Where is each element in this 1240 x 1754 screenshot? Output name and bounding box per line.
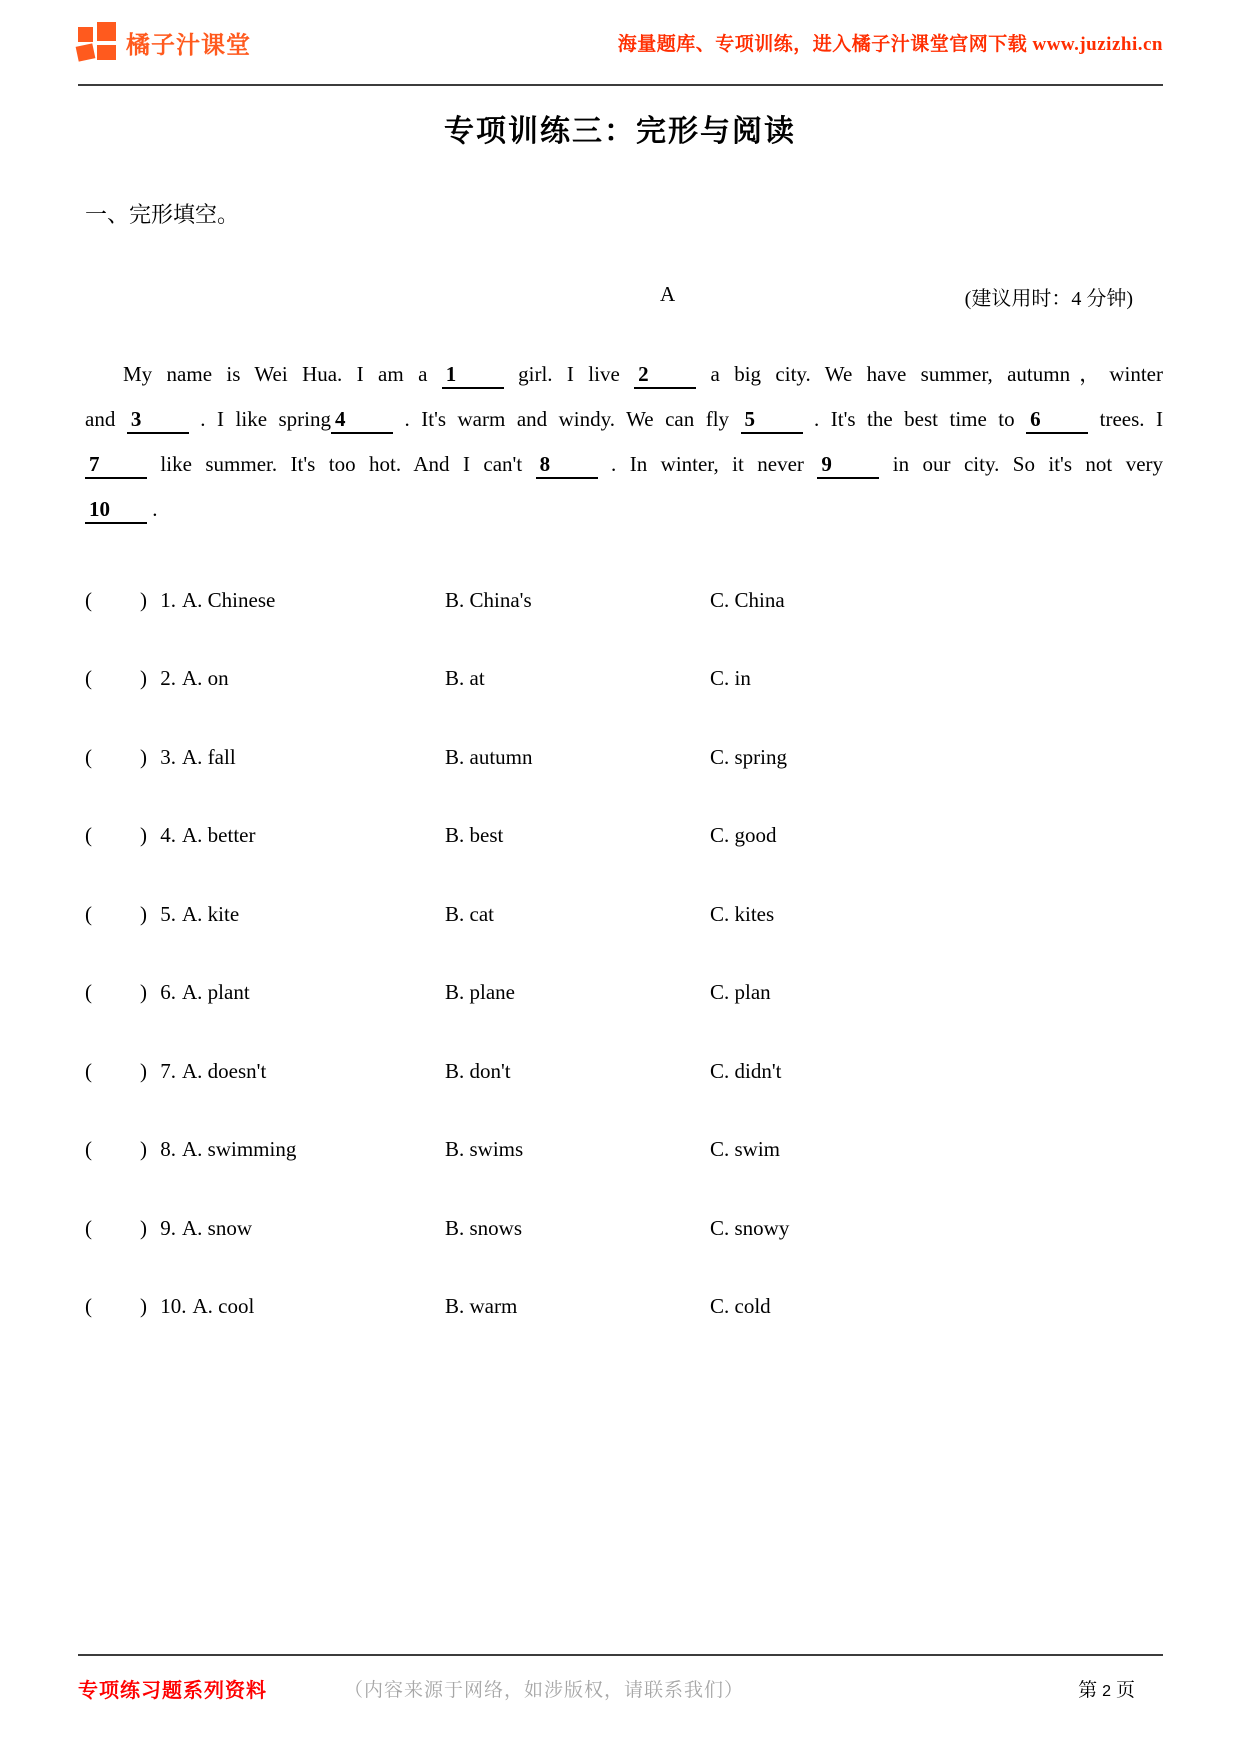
passage-line: 10 . [85, 487, 1163, 532]
option-a: A. kite [182, 901, 240, 926]
answer-paren-open: ( [85, 980, 92, 1005]
answer-paren-close: ) [140, 1137, 147, 1162]
option-c: C. spring [710, 744, 788, 769]
question-row [85, 875, 1162, 954]
time-hint: (建议用时：4 分钟) [964, 288, 1133, 310]
answer-paren-open: ( [85, 1294, 92, 1319]
header-promo: 海量题库、专项训练，进入橘子汁课堂官网下载 www.juzizhi.cn [617, 33, 1163, 55]
cloze-blank: 5 [741, 408, 803, 434]
option-c: C. snowy [710, 1215, 790, 1240]
question-stem-cell [85, 902, 445, 927]
option-b: B. warm [445, 1294, 518, 1319]
option-b: B. swims [445, 1137, 524, 1162]
question-row [85, 640, 1162, 719]
answer-paren-close: ) [140, 1058, 147, 1083]
answer-paren-open: ( [85, 587, 92, 612]
option-c: C. China [710, 587, 785, 612]
question-row [85, 1032, 1162, 1111]
option-c: C. good [710, 823, 777, 848]
answer-paren-close: ) [140, 823, 147, 848]
answer-paren-close: ) [140, 1215, 147, 1240]
cloze-passage [85, 352, 1163, 532]
option-b: B. plane [445, 980, 515, 1005]
answer-paren-close: ) [140, 744, 147, 769]
option-b: B. cat [445, 901, 494, 926]
option-a: A. plant [182, 980, 250, 1005]
juzizhi-logo-icon [78, 22, 118, 62]
option-a: A. snow [182, 1215, 253, 1240]
passage-line: and 3 . I like spring 4 . It's warm and windy. We can fly 5 . It's the best time to 6 trees. I [85, 397, 1163, 442]
question-number: 9. [155, 1215, 176, 1240]
answer-paren-close: ) [140, 587, 147, 612]
question-row [85, 797, 1162, 876]
option-b: B. autumn [445, 744, 533, 769]
option-a: A. fall [182, 744, 236, 769]
answer-paren-open: ( [85, 1058, 92, 1083]
option-c: C. swim [710, 1137, 781, 1162]
cloze-blank: 6 [1026, 408, 1088, 434]
option-a: A. better [182, 823, 256, 848]
footer-page-number [1078, 1675, 1135, 1702]
cloze-blank: 1 [442, 363, 504, 389]
option-c: C. cold [710, 1294, 771, 1319]
answer-paren-close: ) [140, 666, 147, 691]
answer-paren-close: ) [140, 1294, 147, 1319]
option-c: C. didn't [710, 1058, 782, 1083]
question-number: 4. [155, 823, 176, 848]
question-number: 5. [155, 901, 176, 926]
section-heading: 一、完形填空。 [85, 202, 240, 227]
option-b: B. China's [445, 587, 532, 612]
question-row [85, 954, 1162, 1033]
questions [85, 561, 1162, 1346]
answer-paren-open: ( [85, 901, 92, 926]
question-stem-cell [85, 1059, 445, 1084]
answer-paren-close: ) [140, 901, 147, 926]
option-b: B. at [445, 666, 485, 691]
passage-line: My name is Wei Hua. I am a 1 girl. I live 2 a big city. We have summer, autumn，winter [85, 352, 1163, 397]
footer-disclaimer: （内容来源于网络，如涉版权，请联系我们） [344, 1680, 745, 1701]
option-a: A. swimming [182, 1137, 297, 1162]
page-suffix: 页 [1115, 1680, 1135, 1701]
question-number: 1. [155, 587, 176, 612]
option-c: C. in [710, 666, 751, 691]
question-row [85, 561, 1162, 640]
question-number: 10. [155, 1294, 187, 1319]
question-row [85, 1189, 1162, 1268]
cloze-blank: 9 [817, 453, 879, 479]
option-c: C. kites [710, 901, 775, 926]
question-stem-cell [85, 588, 445, 613]
option-a: A. doesn't [182, 1058, 267, 1083]
cloze-blank: 10 [85, 498, 147, 524]
cloze-blank: 7 [85, 453, 147, 479]
question-stem-cell [85, 666, 445, 691]
option-b: B. don't [445, 1058, 511, 1083]
footer-series: 专项练习题系列资料 [78, 1680, 267, 1702]
cloze-blank: 3 [127, 408, 189, 434]
question-number: 2. [155, 666, 176, 691]
question-row [85, 718, 1162, 797]
option-b: B. best [445, 823, 504, 848]
question-number: 8. [155, 1137, 176, 1162]
brand-name: 橘子汁课堂 [126, 32, 251, 59]
page-number: 2 [1102, 1683, 1111, 1700]
cloze-blank: 2 [634, 363, 696, 389]
footer [78, 1672, 1163, 1704]
option-a: A. on [182, 666, 229, 691]
question-row [85, 1268, 1162, 1347]
question-number: 3. [155, 744, 176, 769]
answer-paren-close: ) [140, 980, 147, 1005]
answer-paren-open: ( [85, 744, 92, 769]
question-stem-cell [85, 1294, 445, 1319]
brand [78, 22, 251, 62]
question-number: 6. [155, 980, 176, 1005]
page-prefix: 第 [1078, 1680, 1098, 1701]
answer-paren-open: ( [85, 1137, 92, 1162]
cloze-blank: 4 [331, 408, 393, 434]
option-b: B. snows [445, 1215, 523, 1240]
answer-paren-open: ( [85, 1215, 92, 1240]
question-stem-cell [85, 1137, 445, 1162]
question-stem-cell [85, 745, 445, 770]
passage-line: 7 like summer. It's too hot. And I can't 8 . In winter, it never 9 in our city. So it's not very [85, 442, 1163, 487]
question-stem-cell [85, 823, 445, 848]
option-a: A. cool [192, 1294, 255, 1319]
option-c: C. plan [710, 980, 771, 1005]
header [78, 0, 1163, 86]
footer-divider [78, 1654, 1163, 1656]
page-title: 专项训练三：完形与阅读 [444, 115, 796, 148]
answer-paren-open: ( [85, 666, 92, 691]
answer-paren-open: ( [85, 823, 92, 848]
question-number: 7. [155, 1058, 176, 1083]
question-row [85, 1111, 1162, 1190]
option-a: A. Chinese [182, 587, 276, 612]
question-stem-cell [85, 980, 445, 1005]
part-label: A [660, 282, 676, 306]
cloze-blank: 8 [536, 453, 598, 479]
question-stem-cell [85, 1216, 445, 1241]
